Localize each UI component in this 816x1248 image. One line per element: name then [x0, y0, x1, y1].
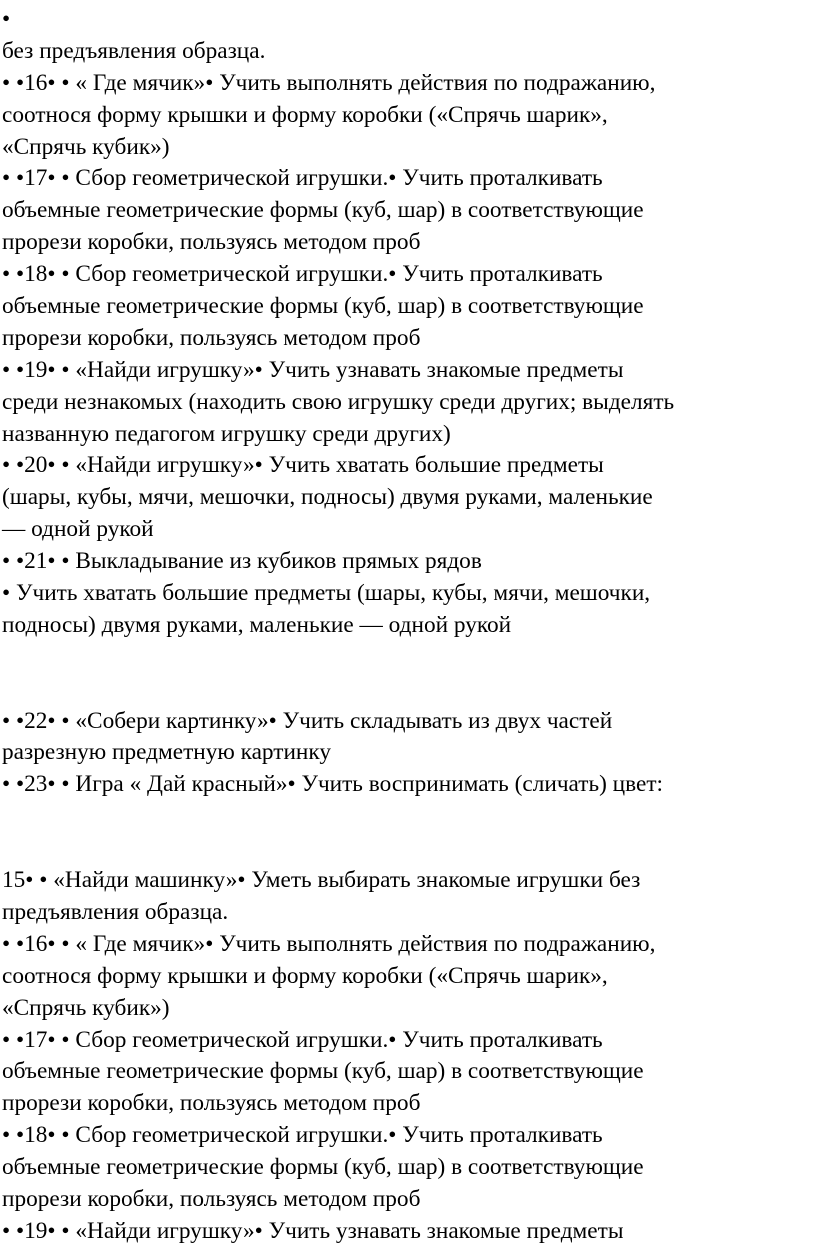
- text-line: среди незнакомых (находить свою игрушку среди других; выделять: [2, 388, 675, 415]
- text-line: • •20• • «Найди игрушку»• Учить хватать большие предметы: [2, 452, 604, 479]
- text-line: • •16• • « Где мячик»• Учить выполнять действия по подражанию,: [2, 69, 656, 96]
- text-line: • •17• • Сбор геометрической игрушки.• Учить проталкивать: [2, 165, 603, 192]
- blank-line: [2, 674, 812, 706]
- text-line: • •18• • Сбор геометрической игрушки.• Учить проталкивать: [2, 261, 603, 288]
- text-line: соотнося форму крышки и форму коробки («Спрячь шарик»,: [2, 962, 608, 989]
- text-line: разрезную предметную картинку: [2, 739, 332, 766]
- text-line: прорези коробки, пользуясь методом проб: [2, 229, 421, 256]
- text-line: прорези коробки, пользуясь методом проб: [2, 1185, 421, 1212]
- text-line: объемные геометрические формы (куб, шар) в соответствующие: [2, 1154, 644, 1181]
- text-line: • •16• • « Где мячик»• Учить выполнять действия по подражанию,: [2, 930, 656, 957]
- text-line: названную педагогом игрушку среди других): [2, 420, 451, 447]
- text-line: предъявления образца.: [2, 898, 229, 925]
- text-line: • •21• • Выкладывание из кубиков прямых рядов: [2, 548, 482, 575]
- text-line: соотнося форму крышки и форму коробки («Спрячь шарик»,: [2, 101, 608, 128]
- text-line: прорези коробки, пользуясь методом проб: [2, 324, 421, 351]
- text-line: • •18• • Сбор геометрической игрушки.• Учить проталкивать: [2, 1122, 603, 1149]
- text-line: «Спрячь кубик»): [2, 133, 170, 160]
- text-line: • •19• • «Найди игрушку»• Учить узнавать знакомые предметы: [2, 1217, 624, 1244]
- text-line: — одной рукой: [2, 516, 154, 543]
- text-line: объемные геометрические формы (куб, шар) в соответствующие: [2, 293, 644, 320]
- text-line: • Учить хватать большие предметы (шары, кубы, мячи, мешочки,: [2, 580, 651, 607]
- text-line: объемные геометрические формы (куб, шар) в соответствующие: [2, 197, 644, 224]
- text-line: 15• • «Найди машинку»• Уметь выбирать знакомые игрушки без: [2, 867, 641, 894]
- blank-line: [2, 801, 812, 833]
- text-line: объемные геометрические формы (куб, шар) в соответствующие: [2, 1058, 644, 1085]
- blank-line: [2, 642, 812, 674]
- text-line: без предъявления образца.: [2, 37, 266, 64]
- text-line: (шары, кубы, мячи, мешочки, подносы) двумя руками, маленькие: [2, 484, 653, 511]
- text-line: прорези коробки, пользуясь методом проб: [2, 1090, 421, 1117]
- text-line: •: [2, 6, 11, 32]
- text-line: • •19• • «Найди игрушку»• Учить узнавать знакомые предметы: [2, 356, 624, 383]
- text-line: • •23• • Игра « Дай красный»• Учить воспринимать (сличать) цвет:: [2, 771, 663, 798]
- text-line: подносы) двумя руками, маленькие — одной рукой: [2, 611, 512, 638]
- text-line: • •22• • «Собери картинку»• Учить складывать из двух частей: [2, 707, 613, 734]
- text-line: • •17• • Сбор геометрической игрушки.• Учить проталкивать: [2, 1026, 603, 1053]
- blank-line: [2, 833, 812, 865]
- text-line: «Спрячь кубик»): [2, 994, 170, 1021]
- document-body: [2, 4, 812, 1248]
